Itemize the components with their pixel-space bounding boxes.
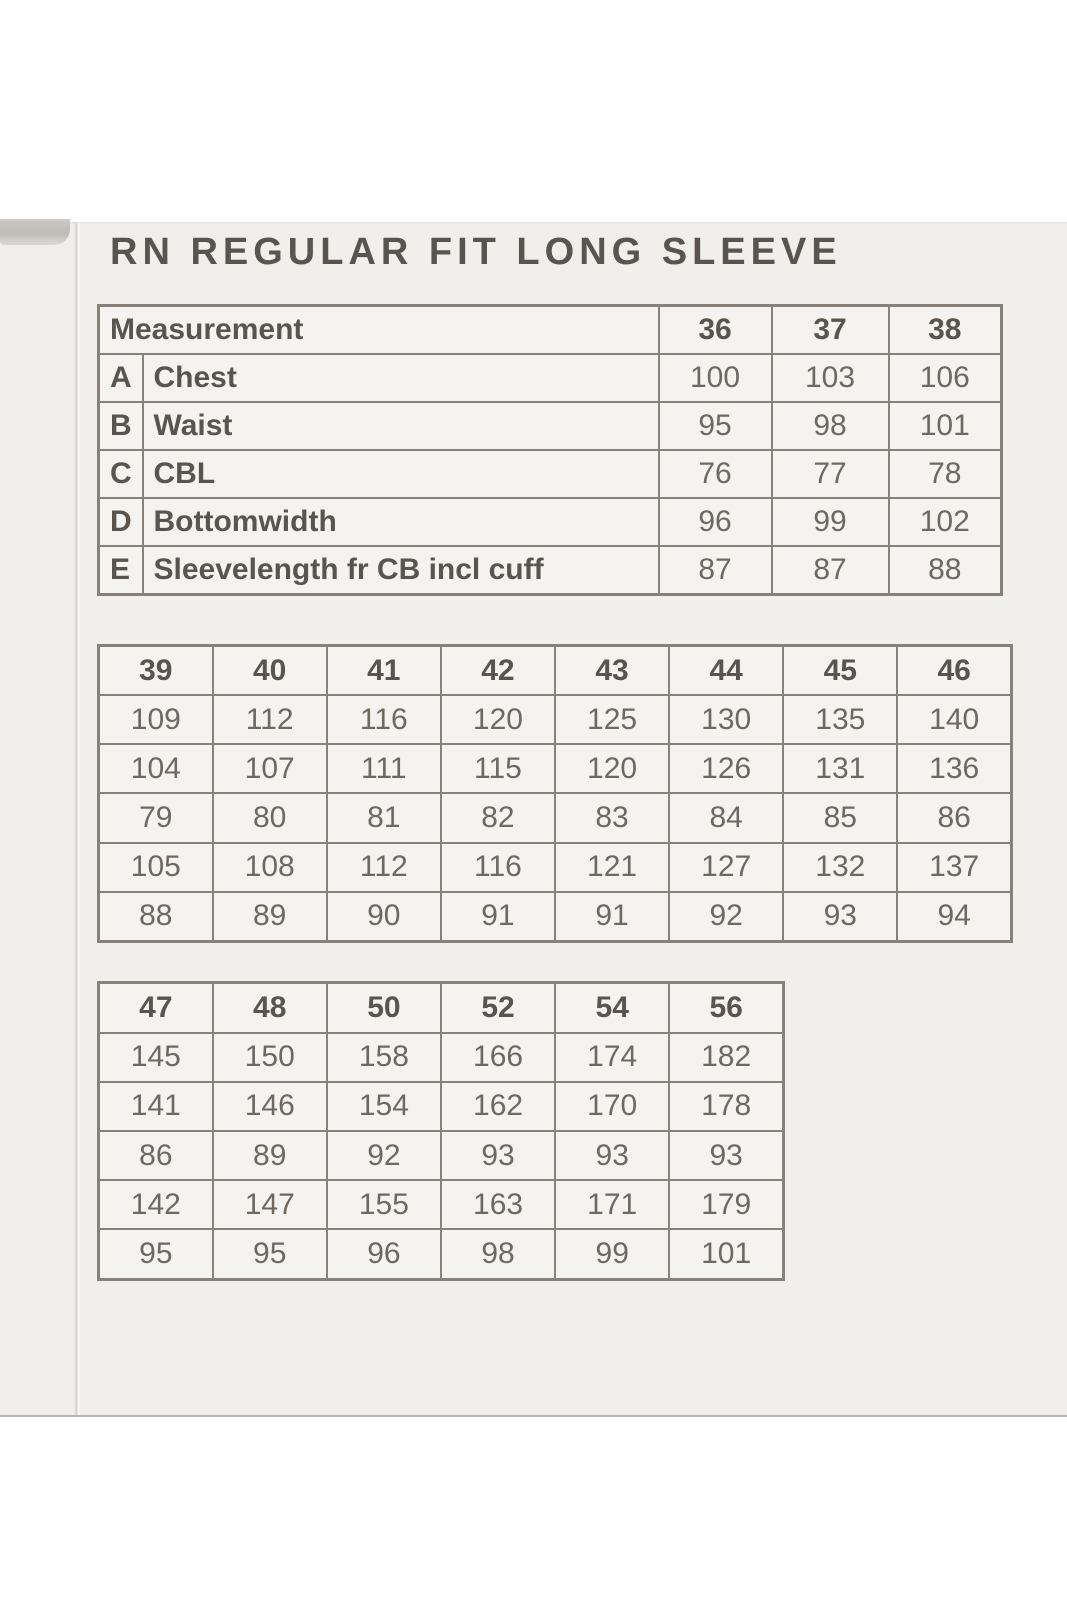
- size-header-cell: 47: [99, 983, 213, 1033]
- value-cell: 171: [555, 1180, 669, 1229]
- value-cell: 88: [99, 892, 213, 942]
- value-cell: 116: [441, 843, 555, 892]
- table-row: [99, 1033, 784, 1082]
- value-cell: 98: [772, 402, 889, 450]
- value-cell: 106: [889, 354, 1002, 402]
- size-header-cell: 54: [555, 983, 669, 1033]
- value-cell: 91: [555, 892, 669, 942]
- value-cell: 100: [659, 354, 772, 402]
- value-cell: 127: [669, 843, 783, 892]
- row-key-cell: C: [99, 450, 143, 498]
- row-key-cell: D: [99, 498, 143, 546]
- value-cell: 170: [555, 1082, 669, 1131]
- value-cell: 140: [897, 695, 1011, 744]
- size-header-cell: 45: [783, 646, 897, 696]
- measurement-header-cell: Measurement: [99, 306, 659, 355]
- table-header-row: [99, 646, 1012, 696]
- table-row: [99, 498, 1002, 546]
- value-cell: 96: [659, 498, 772, 546]
- value-cell: 88: [889, 546, 1002, 595]
- value-cell: 94: [897, 892, 1011, 942]
- value-cell: 130: [669, 695, 783, 744]
- value-cell: 80: [213, 793, 327, 842]
- size-header-cell: 40: [213, 646, 327, 696]
- table-row: [99, 1082, 784, 1131]
- size-header-cell: 48: [213, 983, 327, 1033]
- value-cell: 101: [669, 1229, 783, 1279]
- row-label-cell: Waist: [143, 402, 659, 450]
- value-cell: 179: [669, 1180, 783, 1229]
- value-cell: 84: [669, 793, 783, 842]
- table-row: [99, 1180, 784, 1229]
- row-key-cell: B: [99, 402, 143, 450]
- value-cell: 95: [659, 402, 772, 450]
- value-cell: 76: [659, 450, 772, 498]
- value-cell: 95: [99, 1229, 213, 1279]
- value-cell: 182: [669, 1033, 783, 1082]
- value-cell: 126: [669, 744, 783, 793]
- value-cell: 146: [213, 1082, 327, 1131]
- value-cell: 99: [772, 498, 889, 546]
- value-cell: 95: [213, 1229, 327, 1279]
- table-row: [99, 695, 1012, 744]
- value-cell: 92: [669, 892, 783, 942]
- table-row: [99, 744, 1012, 793]
- value-cell: 86: [99, 1131, 213, 1180]
- row-label-cell: Bottomwidth: [143, 498, 659, 546]
- table-row: [99, 793, 1012, 842]
- value-cell: 116: [327, 695, 441, 744]
- value-cell: 101: [889, 402, 1002, 450]
- size-table-47-56: [97, 981, 785, 1281]
- value-cell: 154: [327, 1082, 441, 1131]
- value-cell: 135: [783, 695, 897, 744]
- table-row: [99, 546, 1002, 595]
- table-header-row: [99, 306, 1002, 355]
- table-row: [99, 1131, 784, 1180]
- value-cell: 87: [659, 546, 772, 595]
- size-header-cell: 56: [669, 983, 783, 1033]
- label-fold-crease-line: [74, 223, 80, 1415]
- value-cell: 93: [441, 1131, 555, 1180]
- size-chart-label: [0, 222, 1067, 1417]
- row-key-cell: E: [99, 546, 143, 595]
- value-cell: 112: [327, 843, 441, 892]
- value-cell: 99: [555, 1229, 669, 1279]
- value-cell: 86: [897, 793, 1011, 842]
- value-cell: 137: [897, 843, 1011, 892]
- value-cell: 81: [327, 793, 441, 842]
- row-key-cell: A: [99, 354, 143, 402]
- value-cell: 125: [555, 695, 669, 744]
- table-row: [99, 892, 1012, 942]
- value-cell: 78: [889, 450, 1002, 498]
- value-cell: 166: [441, 1033, 555, 1082]
- size-header-cell: 52: [441, 983, 555, 1033]
- row-label-cell: Chest: [143, 354, 659, 402]
- size-header-cell: 37: [772, 306, 889, 355]
- table-row: [99, 450, 1002, 498]
- table-header-row: [99, 983, 784, 1033]
- value-cell: 120: [441, 695, 555, 744]
- size-header-cell: 39: [99, 646, 213, 696]
- size-header-cell: 42: [441, 646, 555, 696]
- value-cell: 87: [772, 546, 889, 595]
- value-cell: 91: [441, 892, 555, 942]
- size-table-36-38: [97, 304, 1003, 596]
- value-cell: 136: [897, 744, 1011, 793]
- value-cell: 93: [783, 892, 897, 942]
- value-cell: 120: [555, 744, 669, 793]
- table-row: [99, 402, 1002, 450]
- value-cell: 131: [783, 744, 897, 793]
- value-cell: 82: [441, 793, 555, 842]
- label-corner-shadow: [0, 219, 70, 245]
- value-cell: 132: [783, 843, 897, 892]
- value-cell: 92: [327, 1131, 441, 1180]
- value-cell: 147: [213, 1180, 327, 1229]
- value-cell: 107: [213, 744, 327, 793]
- value-cell: 105: [99, 843, 213, 892]
- value-cell: 163: [441, 1180, 555, 1229]
- value-cell: 112: [213, 695, 327, 744]
- size-header-cell: 50: [327, 983, 441, 1033]
- size-header-cell: 46: [897, 646, 1011, 696]
- row-label-cell: CBL: [143, 450, 659, 498]
- page-title: RN REGULAR FIT LONG SLEEVE: [110, 231, 842, 273]
- value-cell: 102: [889, 498, 1002, 546]
- table-row: [99, 354, 1002, 402]
- value-cell: 104: [99, 744, 213, 793]
- size-header-cell: 38: [889, 306, 1002, 355]
- value-cell: 103: [772, 354, 889, 402]
- value-cell: 155: [327, 1180, 441, 1229]
- value-cell: 162: [441, 1082, 555, 1131]
- value-cell: 79: [99, 793, 213, 842]
- value-cell: 96: [327, 1229, 441, 1279]
- value-cell: 98: [441, 1229, 555, 1279]
- value-cell: 150: [213, 1033, 327, 1082]
- value-cell: 178: [669, 1082, 783, 1131]
- table-row: [99, 843, 1012, 892]
- value-cell: 108: [213, 843, 327, 892]
- value-cell: 77: [772, 450, 889, 498]
- value-cell: 93: [669, 1131, 783, 1180]
- value-cell: 111: [327, 744, 441, 793]
- value-cell: 121: [555, 843, 669, 892]
- size-header-cell: 44: [669, 646, 783, 696]
- value-cell: 115: [441, 744, 555, 793]
- size-table-39-46: [97, 644, 1013, 943]
- table-row: [99, 1229, 784, 1279]
- value-cell: 158: [327, 1033, 441, 1082]
- value-cell: 109: [99, 695, 213, 744]
- value-cell: 90: [327, 892, 441, 942]
- size-header-cell: 43: [555, 646, 669, 696]
- value-cell: 141: [99, 1082, 213, 1131]
- value-cell: 145: [99, 1033, 213, 1082]
- size-header-cell: 36: [659, 306, 772, 355]
- value-cell: 93: [555, 1131, 669, 1180]
- value-cell: 174: [555, 1033, 669, 1082]
- value-cell: 83: [555, 793, 669, 842]
- value-cell: 142: [99, 1180, 213, 1229]
- value-cell: 85: [783, 793, 897, 842]
- row-label-cell: Sleevelength fr CB incl cuff: [143, 546, 659, 595]
- size-header-cell: 41: [327, 646, 441, 696]
- value-cell: 89: [213, 892, 327, 942]
- value-cell: 89: [213, 1131, 327, 1180]
